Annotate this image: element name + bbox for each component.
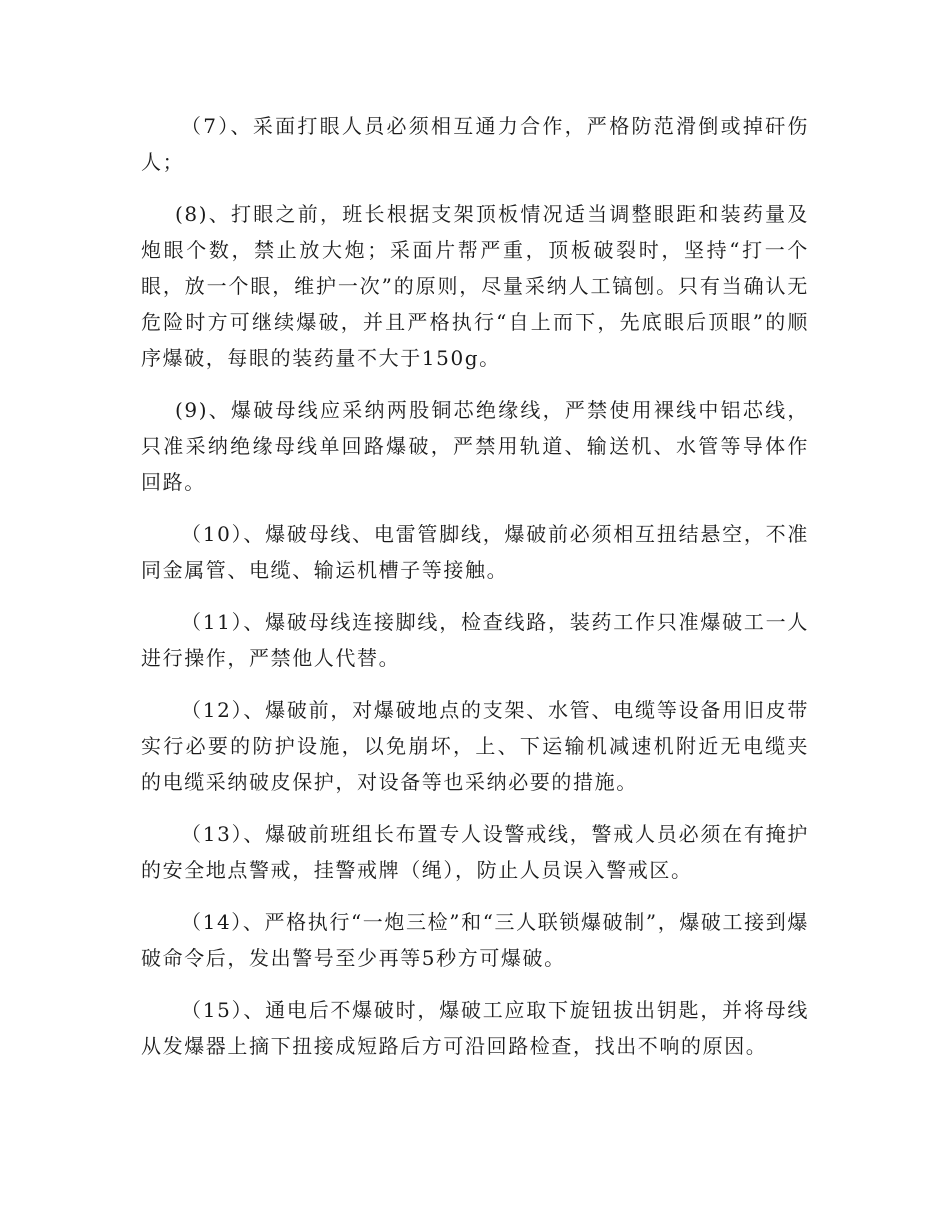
document-body (141, 108, 809, 1080)
paragraph-13: （13）、爆破前班组长布置专人设警戒线，警戒人员必须在有掩护的安全地点警戒，挂警戒牌（绳），防止人员误入警戒区。 (141, 822, 809, 882)
paragraph-8: (8)、打眼之前，班长根据支架顶板情况适当调整眼距和装药量及炮眼个数，禁止放大炮；采面片帮严重，顶板破裂时，坚持“打一个眼，放一个眼，维护一次”的原则，尽量采纳人工镐刨。只有当确认无危险时方可继续爆破，并且严格执行“自上而下，先底眼后顶眼”的顺序爆破，每眼的装药量不大于150g。 (141, 202, 809, 370)
paragraph-12: （12）、爆破前，对爆破地点的支架、水管、电缆等设备用旧皮带实行必要的防护设施，以免崩坏，上、下运输机减速机附近无电缆夹的电缆采纳破皮保护，对设备等也采纳必要的措施。 (141, 698, 809, 794)
paragraph-7: （7）、采面打眼人员必须相互通力合作，严格防范滑倒或掉矸伤人； (141, 114, 809, 174)
paragraph-15: （15）、通电后不爆破时，爆破工应取下旋钮拔出钥匙，并将母线从发爆器上摘下扭接成短路后方可沿回路检查，找出不响的原因。 (141, 998, 809, 1058)
paragraph-11: （11）、爆破母线连接脚线，检查线路，装药工作只准爆破工一人进行操作，严禁他人代替。 (141, 610, 809, 670)
paragraph-10: （10）、爆破母线、电雷管脚线，爆破前必须相互扭结悬空，不准同金属管、电缆、输运机槽子等接触。 (141, 522, 809, 582)
paragraph-9: (9)、爆破母线应采纳两股铜芯绝缘线，严禁使用裸线中铝芯线，只准采纳绝缘母线单回路爆破，严禁用轨道、输送机、水管等导体作回路。 (141, 398, 809, 494)
paragraph-14: （14）、严格执行“一炮三检”和“三人联锁爆破制”，爆破工接到爆破命令后，发出警号至少再等5秒方可爆破。 (141, 910, 809, 970)
